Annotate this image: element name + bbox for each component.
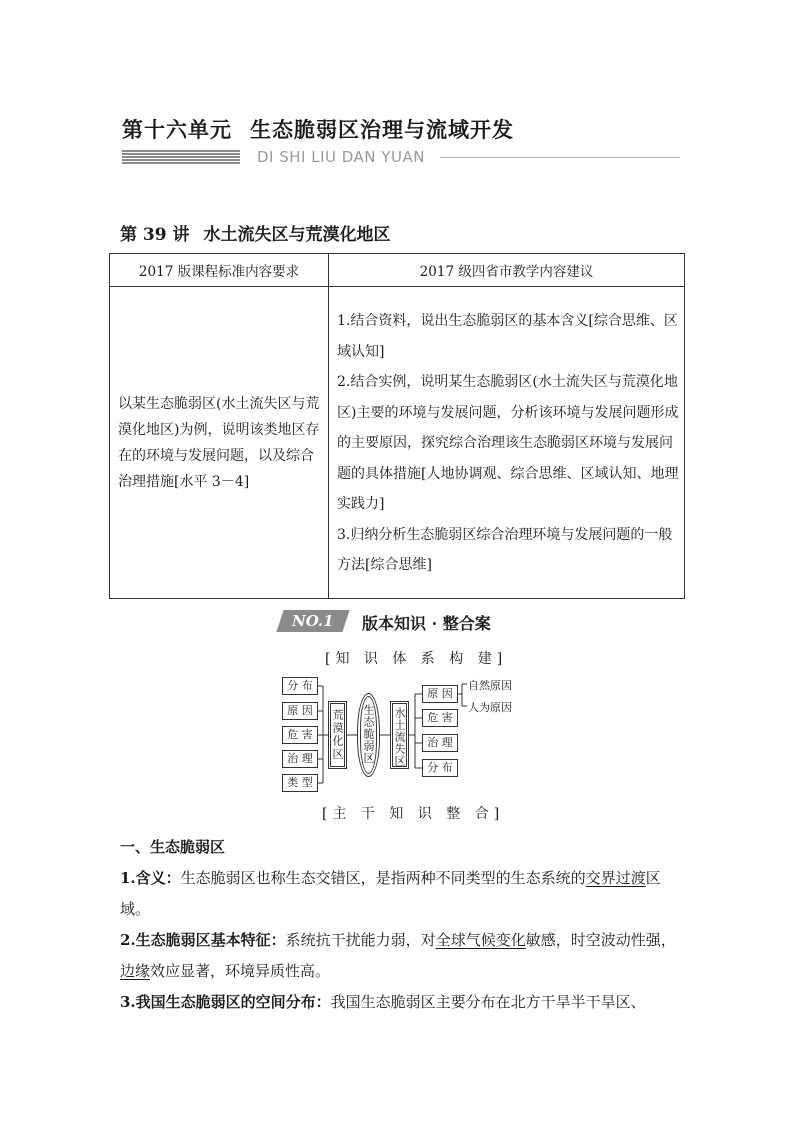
paragraph-definition: 1.含义：生态脆弱区也称生态交错区，是指两种不同类型的生态系统的交界过渡区域。 [120,869,661,918]
unit-pinyin: DI SHI LIU DAN YUAN [257,148,425,166]
paragraph-features: 2.生态脆弱区基本特征：系统抗干扰能力弱，对全球气候变化敏感，时空波动性强，边缘效应显著，环境异质性高。 [120,931,676,980]
suggestion-item: 1.结合资料，说出生态脆弱区的基本含义[综合思维、区域认知] [337,313,678,360]
diagram-box-distribution: 分 布 [422,759,458,777]
diagram-box-governance: 治 理 [422,734,458,752]
diagram-box-cause: 原 因 [422,685,458,703]
body-text [120,832,680,1018]
section-heading: 一、生态脆弱区 [120,838,226,856]
unit-number: 第十六单元 [122,117,232,142]
diagram-box-governance: 治 理 [282,750,318,768]
unit-title [122,114,514,144]
diagram-label-human-cause: 人为原因 [468,701,512,714]
lecture-name: 水土流失区与荒漠化地区 [203,225,391,245]
diagram-box-harm: 危 害 [282,726,318,744]
standard-requirement: 以某生态脆弱区(水土流失区与荒漠化地区)为例，说明该类地区存在的环境与发展问题，以及综合治理措施[水平 3－4] [110,287,329,599]
unit-name: 生态脆弱区治理与流域开发 [250,117,514,142]
lecture-number: 第 39 讲 [120,225,190,245]
diagram-box-type: 类 型 [282,774,318,792]
knowledge-diagram [275,673,525,795]
diagram-node-soil-erosion: 水土流失区 [390,701,409,769]
standards-table [109,253,685,599]
diagram-node-fragile-zone: 生态脆弱区 [357,693,380,777]
suggestion-item: 3.归纳分析生态脆弱区综合治理环境与发展问题的一般方法[综合思维] [337,526,673,574]
unit-decor-bar [122,150,240,164]
diagram-node-desertification: 荒漠化区 [328,701,347,769]
diagram-label-natural-cause: 自然原因 [468,679,512,692]
section-tag: NO.1 [292,612,334,630]
diagram-box-distribution: 分 布 [282,677,318,695]
section-title: 版本知识 · 整合案 [362,614,491,633]
suggestion-item: 2.结合实例，说明某生态脆弱区(水土流失区与荒漠化地区)主要的环境与发展问题，分析该环境与发展问题形成的主要原因，探究综合治理该生态脆弱区环境与发展问题的具体措施[人地协调观、综合思维、区域认知、地理实践力] [337,374,679,513]
knowledge-system-subhead: [知 识 体 系 构 建] [325,651,508,667]
table-header-suggestion: 2017 级四省市教学内容建议 [329,254,685,287]
teaching-suggestions [329,287,685,599]
table-header-standard: 2017 版课程标准内容要求 [110,254,329,287]
diagram-box-cause: 原 因 [282,702,318,720]
diagram-box-harm: 危 害 [422,709,458,727]
main-knowledge-subhead: [主 干 知 识 整 合] [322,806,505,822]
lecture-title [120,220,391,245]
paragraph-distribution: 3.我国生态脆弱区的空间分布：我国生态脆弱区主要分布在北方干旱半干旱区、 [120,993,646,1011]
unit-divider [440,157,680,158]
